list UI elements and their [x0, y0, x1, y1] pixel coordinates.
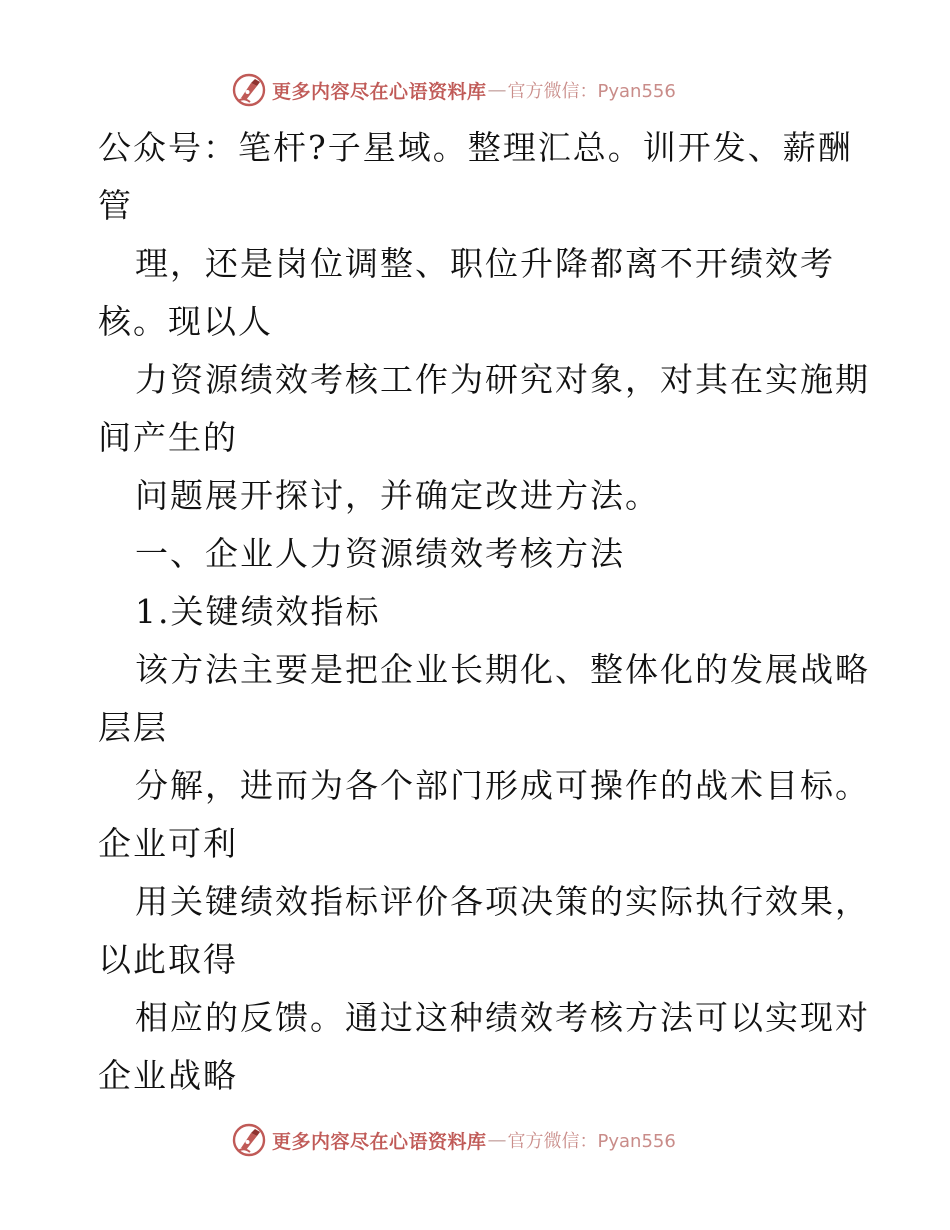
document-body	[98, 119, 878, 1105]
text-line-16: 相应的反馈。通过这种绩效考核方法可以实现对	[135, 998, 870, 1037]
text-line-12: 分解，进而为各个部门形成可操作的战术目标。	[135, 766, 870, 805]
header-banner-wechat-text: 官方微信：Pyan556	[507, 81, 676, 102]
text-line-4: 核。现以人	[98, 302, 273, 341]
pen-nib-logo-icon	[232, 1123, 266, 1157]
text-line-3: 理，还是岗位调整、职位升降都离不开绩效考	[135, 244, 835, 283]
header-banner-dash: —	[487, 79, 507, 101]
text-line-2: 管	[98, 186, 133, 225]
text-line-1: 公众号：笔杆?子星域。整理汇总。训开发、薪酬	[98, 128, 853, 167]
text-line-7: 问题展开探讨，并确定改进方法。	[135, 476, 660, 515]
text-line-11: 层层	[98, 708, 168, 747]
text-line-15: 以此取得	[98, 940, 238, 979]
text-line-6: 间产生的	[98, 418, 238, 457]
text-line-10: 该方法主要是把企业长期化、整体化的发展战略	[135, 650, 870, 689]
text-line-13: 企业可利	[98, 824, 238, 863]
text-line-17: 企业战略	[98, 1056, 238, 1095]
subsection-heading-1: 1.关键绩效指标	[135, 592, 381, 631]
text-line-5: 力资源绩效考核工作为研究对象，对其在实施期	[135, 360, 870, 399]
header-banner	[232, 72, 676, 108]
footer-banner-wechat-text: 官方微信：Pyan556	[507, 1131, 676, 1152]
header-banner-main-text: 更多内容尽在心语资料库	[272, 80, 487, 103]
footer-banner	[232, 1122, 676, 1158]
footer-banner-main-text: 更多内容尽在心语资料库	[272, 1130, 487, 1153]
text-line-14: 用关键绩效指标评价各项决策的实际执行效果，	[135, 882, 870, 921]
pen-nib-logo-icon	[232, 73, 266, 107]
section-heading-1: 一、企业人力资源绩效考核方法	[135, 534, 625, 573]
footer-banner-dash: —	[487, 1129, 507, 1151]
